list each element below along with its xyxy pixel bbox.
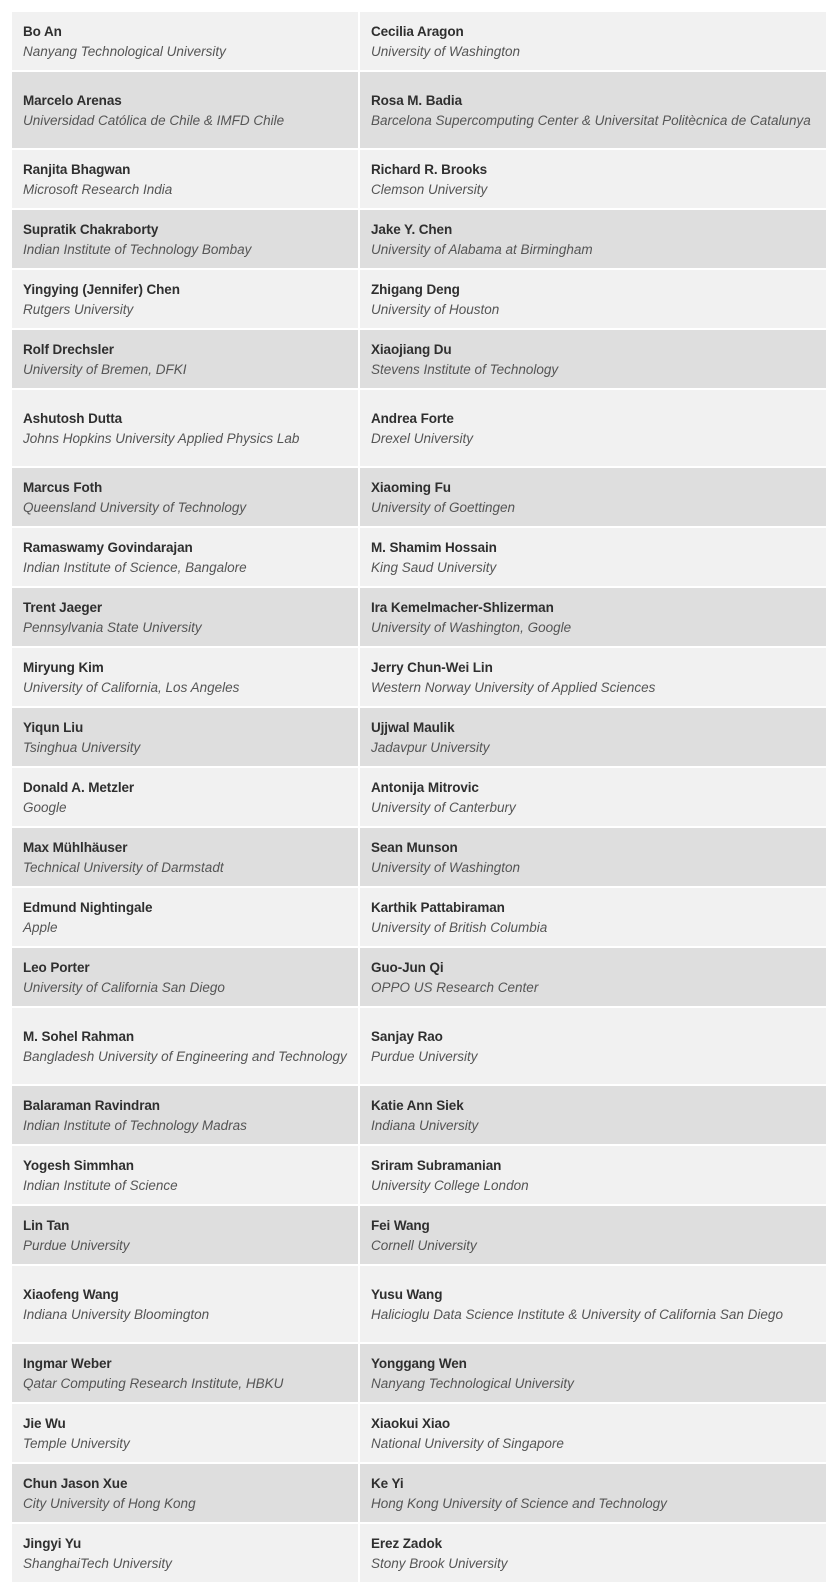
member-affiliation: Temple University xyxy=(23,1435,130,1451)
member-table xyxy=(12,12,826,1582)
member-affiliation: Universidad Católica de Chile & IMFD Chile xyxy=(23,112,285,128)
member-affiliation: Indian Institute of Science xyxy=(23,1177,178,1193)
table-cell xyxy=(12,210,358,268)
member-name: Yingying (Jennifer) Chen xyxy=(23,281,180,297)
member-name: Yiqun Liu xyxy=(23,719,84,735)
table-cell xyxy=(360,270,826,328)
table-cell xyxy=(12,330,358,388)
member-affiliation: Apple xyxy=(23,919,58,935)
member-name: Ashutosh Dutta xyxy=(23,410,123,426)
member-name: Lin Tan xyxy=(23,1217,70,1233)
table-cell xyxy=(12,72,358,148)
table-cell xyxy=(360,948,826,1006)
table-cell xyxy=(360,12,826,70)
member-affiliation: Microsoft Research India xyxy=(23,181,173,197)
member-affiliation: Indiana University Bloomington xyxy=(23,1306,210,1322)
member-affiliation: Nanyang Technological University xyxy=(371,1375,574,1391)
member-name: Yonggang Wen xyxy=(371,1355,467,1371)
member-name: Xiaokui Xiao xyxy=(371,1415,451,1431)
member-affiliation: Stony Brook University xyxy=(371,1555,508,1571)
table-cell xyxy=(360,1146,826,1204)
member-affiliation: Google xyxy=(23,799,67,815)
member-name: Xiaofeng Wang xyxy=(23,1286,119,1302)
member-affiliation: National University of Singapore xyxy=(371,1435,564,1451)
table-cell xyxy=(360,72,826,148)
member-name: Supratik Chakraborty xyxy=(23,221,159,237)
member-affiliation: Drexel University xyxy=(371,430,474,446)
member-affiliation: Qatar Computing Research Institute, HBKU xyxy=(23,1375,284,1391)
member-name: Balaraman Ravindran xyxy=(23,1097,160,1113)
member-name: Jingyi Yu xyxy=(23,1535,82,1551)
table-cell xyxy=(360,768,826,826)
member-affiliation: ShanghaiTech University xyxy=(23,1555,172,1571)
table-cell xyxy=(360,828,826,886)
member-name: Xiaoming Fu xyxy=(371,479,451,495)
table-cell xyxy=(12,1404,358,1462)
member-name: Erez Zadok xyxy=(371,1535,443,1551)
table-cell xyxy=(360,330,826,388)
member-affiliation: Barcelona Supercomputing Center & Universitat Politècnica de Catalunya xyxy=(371,112,811,128)
table-cell xyxy=(360,1206,826,1264)
member-name: Yusu Wang xyxy=(371,1286,443,1302)
member-affiliation: Rutgers University xyxy=(23,301,134,317)
member-affiliation: University of Houston xyxy=(371,301,500,317)
member-affiliation: Indian Institute of Science, Bangalore xyxy=(23,559,247,575)
table-cell xyxy=(360,1404,826,1462)
member-name: Ramaswamy Govindarajan xyxy=(23,539,193,555)
table-cell xyxy=(360,1266,826,1342)
member-affiliation: Jadavpur University xyxy=(371,739,490,755)
table-cell xyxy=(12,1146,358,1204)
member-name: M. Shamim Hossain xyxy=(371,539,497,555)
member-name: Yogesh Simmhan xyxy=(23,1157,134,1173)
member-affiliation: University of Alabama at Birmingham xyxy=(371,241,593,257)
member-affiliation: University of British Columbia xyxy=(371,919,548,935)
member-name: Antonija Mitrovic xyxy=(371,779,479,795)
member-affiliation: Stevens Institute of Technology xyxy=(371,361,559,377)
member-affiliation: Purdue University xyxy=(371,1048,478,1064)
table-cell xyxy=(12,1524,358,1582)
member-affiliation: Tsinghua University xyxy=(23,739,141,755)
member-name: M. Sohel Rahman xyxy=(23,1028,135,1044)
member-affiliation: Cornell University xyxy=(371,1237,477,1253)
table-cell xyxy=(360,1464,826,1522)
member-affiliation: OPPO US Research Center xyxy=(371,979,539,995)
member-name: Jake Y. Chen xyxy=(371,221,453,237)
table-cell xyxy=(360,1524,826,1582)
table-cell xyxy=(12,1266,358,1342)
member-name: Ira Kemelmacher-Shlizerman xyxy=(371,599,554,615)
member-name: Fei Wang xyxy=(371,1217,430,1233)
member-name: Richard R. Brooks xyxy=(371,161,488,177)
member-name: Leo Porter xyxy=(23,959,90,975)
table-cell xyxy=(12,150,358,208)
table-cell xyxy=(12,948,358,1006)
table-cell xyxy=(12,528,358,586)
member-affiliation: Indiana University xyxy=(371,1117,479,1133)
table-cell xyxy=(12,12,358,70)
member-name: Chun Jason Xue xyxy=(23,1475,128,1491)
member-affiliation: Bangladesh University of Engineering and Technology xyxy=(23,1048,347,1064)
member-name: Trent Jaeger xyxy=(23,599,103,615)
table-cell xyxy=(360,1008,826,1084)
member-name: Andrea Forte xyxy=(371,410,454,426)
member-name: Rosa M. Badia xyxy=(371,92,462,108)
member-affiliation: Johns Hopkins University Applied Physics Lab xyxy=(23,430,300,446)
table-cell xyxy=(360,888,826,946)
table-cell xyxy=(12,1344,358,1402)
member-affiliation: Nanyang Technological University xyxy=(23,43,226,59)
member-affiliation: University of California San Diego xyxy=(23,979,225,995)
member-affiliation: Western Norway University of Applied Sciences xyxy=(371,679,656,695)
member-affiliation: Queensland University of Technology xyxy=(23,499,247,515)
member-affiliation: University of Canterbury xyxy=(371,799,516,815)
member-affiliation: University of Washington xyxy=(371,43,521,59)
table-cell xyxy=(360,708,826,766)
member-name: Marcus Foth xyxy=(23,479,103,495)
member-affiliation: Indian Institute of Technology Bombay xyxy=(23,241,252,257)
member-name: Ingmar Weber xyxy=(23,1355,112,1371)
member-name: Jie Wu xyxy=(23,1415,66,1431)
table-cell xyxy=(12,828,358,886)
table-cell xyxy=(12,270,358,328)
member-name: Ujjwal Maulik xyxy=(371,719,455,735)
member-name: Sriram Subramanian xyxy=(371,1157,502,1173)
table-cell xyxy=(12,1086,358,1144)
member-affiliation: University of Washington xyxy=(371,859,521,875)
member-name: Marcelo Arenas xyxy=(23,92,122,108)
member-name: Guo-Jun Qi xyxy=(371,959,444,975)
member-affiliation: Clemson University xyxy=(371,181,488,197)
member-affiliation: Purdue University xyxy=(23,1237,130,1253)
member-name: Donald A. Metzler xyxy=(23,779,135,795)
member-name: Karthik Pattabiraman xyxy=(371,899,505,915)
member-name: Rolf Drechsler xyxy=(23,341,114,357)
member-affiliation: University of Washington, Google xyxy=(371,619,572,635)
table-cell xyxy=(12,390,358,466)
table-cell xyxy=(12,468,358,526)
member-name: Miryung Kim xyxy=(23,659,104,675)
member-affiliation: University of Goettingen xyxy=(371,499,516,515)
table-cell xyxy=(360,528,826,586)
table-cell xyxy=(360,210,826,268)
member-name: Zhigang Deng xyxy=(371,281,460,297)
member-affiliation: Technical University of Darmstadt xyxy=(23,859,224,875)
table-cell xyxy=(360,468,826,526)
table-cell xyxy=(12,588,358,646)
table-cell xyxy=(12,708,358,766)
member-name: Katie Ann Siek xyxy=(371,1097,464,1113)
table-cell xyxy=(12,888,358,946)
member-affiliation: University College London xyxy=(371,1177,529,1193)
member-affiliation: Pennsylvania State University xyxy=(23,619,202,635)
table-cell xyxy=(360,1086,826,1144)
member-name: Max Mühlhäuser xyxy=(23,839,128,855)
member-name: Bo An xyxy=(23,23,62,39)
member-name: Jerry Chun-Wei Lin xyxy=(371,659,493,675)
member-name: Sanjay Rao xyxy=(371,1028,443,1044)
member-name: Edmund Nightingale xyxy=(23,899,153,915)
table-cell xyxy=(12,1464,358,1522)
table-cell xyxy=(360,150,826,208)
member-name: Xiaojiang Du xyxy=(371,341,452,357)
table-cell xyxy=(360,648,826,706)
table-cell xyxy=(12,648,358,706)
table-cell xyxy=(360,390,826,466)
table-cell xyxy=(360,588,826,646)
member-affiliation: City University of Hong Kong xyxy=(23,1495,196,1511)
member-affiliation: Hong Kong University of Science and Technology xyxy=(371,1495,667,1511)
table-cell xyxy=(360,1344,826,1402)
member-affiliation: University of Bremen, DFKI xyxy=(23,361,187,377)
member-name: Cecilia Aragon xyxy=(371,23,464,39)
member-name: Ranjita Bhagwan xyxy=(23,161,131,177)
member-affiliation: Halicioglu Data Science Institute & University of California San Diego xyxy=(371,1306,783,1322)
member-affiliation: Indian Institute of Technology Madras xyxy=(23,1117,247,1133)
member-affiliation: King Saud University xyxy=(371,559,497,575)
member-name: Sean Munson xyxy=(371,839,458,855)
member-name: Ke Yi xyxy=(371,1475,404,1491)
member-affiliation: University of California, Los Angeles xyxy=(23,679,240,695)
table-cell xyxy=(12,1008,358,1084)
table-cell xyxy=(12,768,358,826)
table-cell xyxy=(12,1206,358,1264)
